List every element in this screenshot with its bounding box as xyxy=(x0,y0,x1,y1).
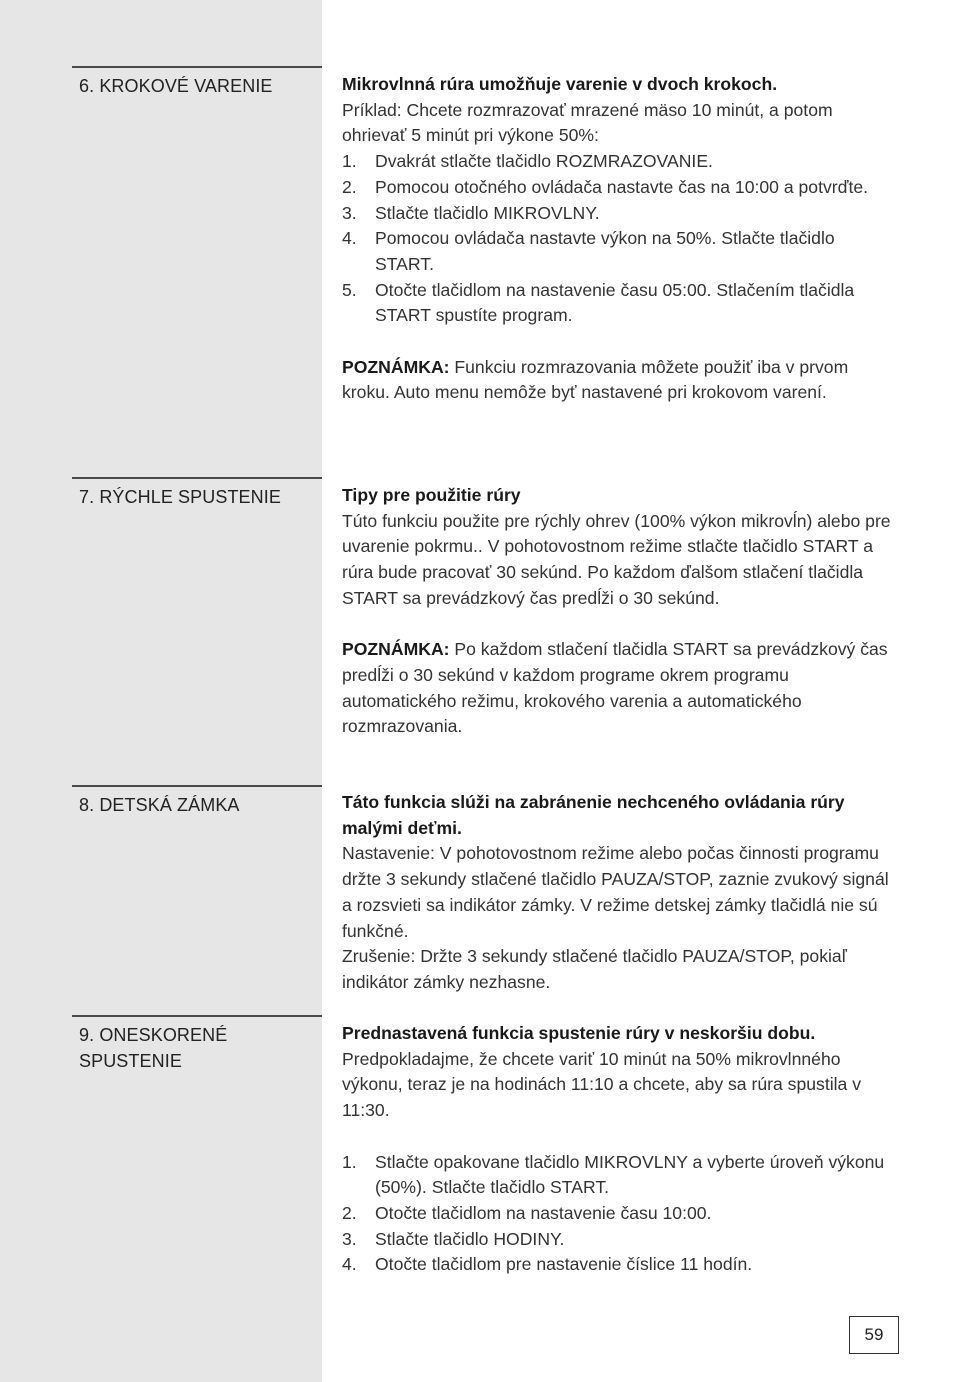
steps-list xyxy=(342,1150,897,1279)
step-text: Dvakrát stlačte tlačidlo ROZMRAZOVANIE. xyxy=(375,151,713,172)
note-paragraph xyxy=(342,355,897,406)
section-text: Príklad: Chcete rozmrazovať mrazené mäso 10 minút, a potom ohrievať 5 minút pri výkone 50%: xyxy=(342,99,833,146)
list-item xyxy=(342,1150,897,1201)
page-number-box xyxy=(849,1316,899,1354)
list-item xyxy=(342,1227,897,1253)
section-heading-step-cooking xyxy=(72,66,322,99)
step-number: 5. xyxy=(342,279,357,300)
section-body-child-lock xyxy=(342,790,897,996)
note-paragraph xyxy=(342,637,897,740)
step-number: 3. xyxy=(342,202,357,223)
note-label: POZNÁMKA: xyxy=(342,356,450,377)
step-text: Otočte tlačidlom pre nastavenie číslice 11 hodín. xyxy=(375,1254,753,1275)
step-number: 2. xyxy=(342,1202,357,1223)
section-body-delayed-start xyxy=(342,1021,897,1278)
section-heading-delayed-start xyxy=(72,1015,322,1074)
list-item xyxy=(342,201,897,227)
step-text: Otočte tlačidlom na nastavenie času 05:00. Stlačením tlačidla START spustíte program. xyxy=(375,279,855,326)
step-number: 2. xyxy=(342,176,357,197)
left-sidebar-band xyxy=(0,0,322,1382)
section-heading-quick-start xyxy=(72,477,322,510)
section-heading-text: 6. KROKOVÉ VARENIE xyxy=(79,76,273,96)
step-number: 1. xyxy=(342,1151,357,1172)
step-text: Stlačte opakovane tlačidlo MIKROVLNY a vyberte úroveň výkonu (50%). Stlačte tlačidlo START. xyxy=(375,1151,885,1198)
list-item xyxy=(342,175,897,201)
section-intro: Táto funkcia slúži na zabránenie nechceného ovládania rúry malými deťmi. xyxy=(342,792,845,838)
note-text: Funkciu rozmrazovania môžete použiť iba v prvom kroku. Auto menu nemôže byť nastavené pri krokovom varení. xyxy=(342,356,849,403)
step-text: Stlačte tlačidlo HODINY. xyxy=(375,1228,565,1249)
page-number: 59 xyxy=(864,1325,884,1344)
section-heading-child-lock xyxy=(72,785,322,818)
step-number: 4. xyxy=(342,1254,357,1275)
section-text: Nastavenie: V pohotovostnom režime alebo počas činnosti programu držte 3 sekundy stlačené tlačidlo PAUZA/STOP, zaznie zvukový signál a rozsvieti sa indikátor zámky. V režime detskej zámky tlačidlá nie sú funkčné. xyxy=(342,843,889,941)
section-body-quick-start xyxy=(342,483,897,740)
section-heading-text: 8. DETSKÁ ZÁMKA xyxy=(79,795,240,815)
list-item xyxy=(342,1252,897,1278)
step-number: 4. xyxy=(342,228,357,249)
section-heading-text: 9. ONESKORENÉ SPUSTENIE xyxy=(79,1025,228,1071)
section-intro: Mikrovlnná rúra umožňuje varenie v dvoch krokoch. xyxy=(342,74,778,94)
note-label: POZNÁMKA: xyxy=(342,639,450,660)
list-item xyxy=(342,1201,897,1227)
list-item xyxy=(342,226,897,277)
step-number: 3. xyxy=(342,1228,357,1249)
list-item xyxy=(342,278,897,329)
step-number: 1. xyxy=(342,151,357,172)
section-intro: Tipy pre použitie rúry xyxy=(342,485,521,505)
section-text-cancel: Zrušenie: Držte 3 sekundy stlačené tlačidlo PAUZA/STOP, pokiaľ indikátor zámky nezhasne. xyxy=(342,946,847,992)
step-text: Pomocou otočného ovládača nastavte čas na 10:00 a potvrďte. xyxy=(375,176,869,197)
section-intro: Prednastavená funkcia spustenie rúry v neskoršiu dobu. xyxy=(342,1023,816,1043)
section-text: Predpokladajme, že chcete variť 10 minút na 50% mikrovlnného výkonu, teraz je na hodinách 11:10 a chcete, aby sa rúra spustila v 11:30. xyxy=(342,1048,861,1121)
step-text: Pomocou ovládača nastavte výkon na 50%. Stlačte tlačidlo START. xyxy=(375,228,835,274)
step-text: Stlačte tlačidlo MIKROVLNY. xyxy=(375,202,600,223)
section-heading-text: 7. RÝCHLE SPUSTENIE xyxy=(79,487,281,507)
step-text: Otočte tlačidlom na nastavenie času 10:00. xyxy=(375,1202,712,1223)
steps-list xyxy=(342,149,897,329)
section-body-step-cooking xyxy=(342,72,897,406)
section-text: Túto funkciu použite pre rýchly ohrev (100% výkon mikrovĺn) alebo pre uvarenie pokrmu.. V pohotovostnom režime stlačte tlačidlo START a rúra bude pracovať 30 sekúnd. Po každom ďalšom stlačení tlačidla START sa prevádzkový čas predĺži o 30 sekúnd. xyxy=(342,510,891,608)
note-text: Po každom stlačení tlačidla START sa prevádzkový čas predĺži o 30 sekúnd v každom programe okrem programu automatického režimu, krokového varenia a automatického rozmrazovania. xyxy=(342,639,888,737)
list-item xyxy=(342,149,897,175)
